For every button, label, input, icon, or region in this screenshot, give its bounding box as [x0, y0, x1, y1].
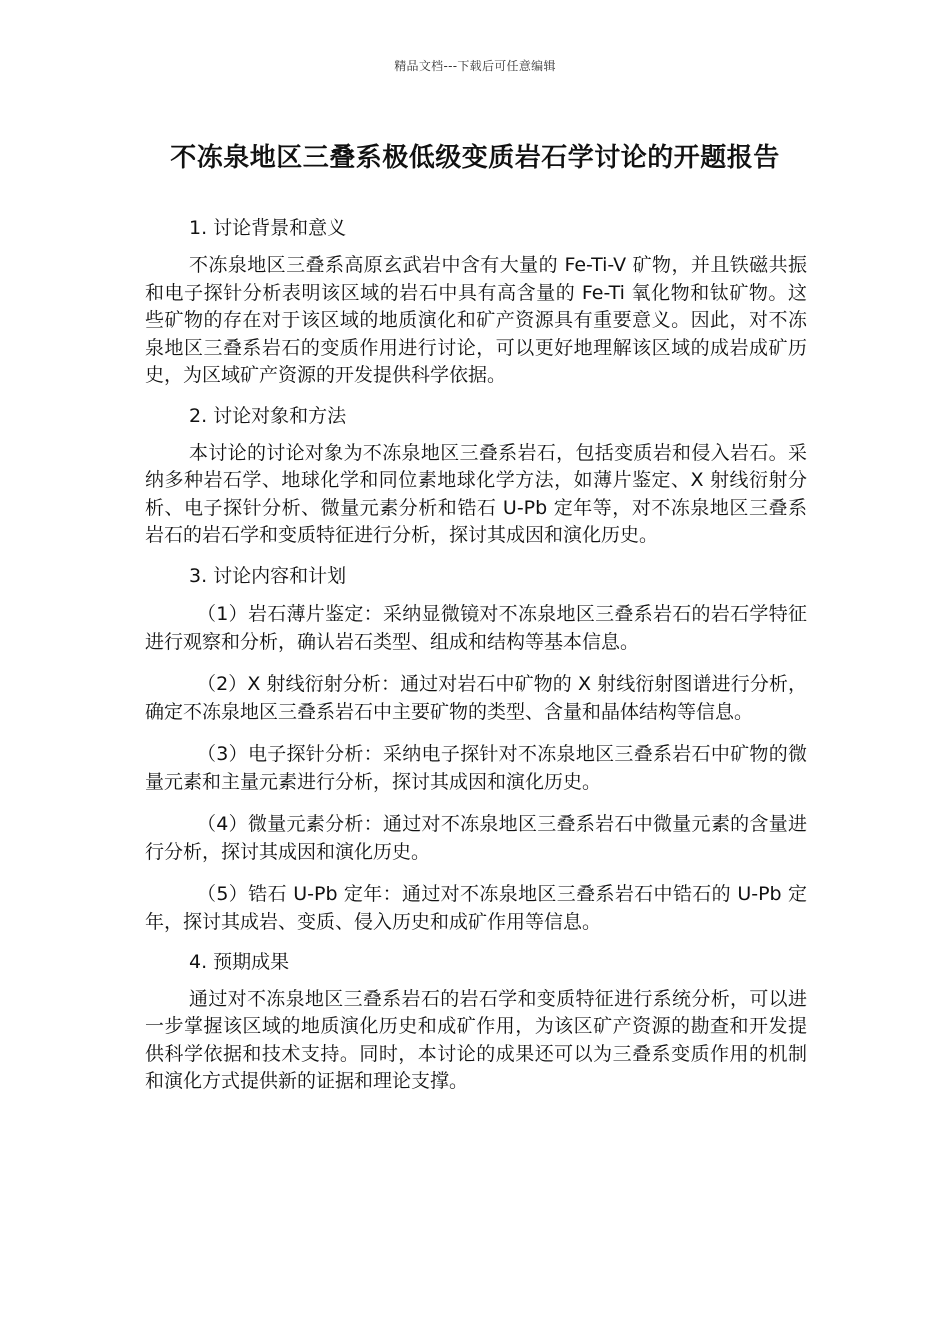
section-heading-4: 4. 预期成果: [189, 950, 290, 973]
header-note: 精品文档---下载后可任意编辑: [394, 59, 556, 73]
section-4-paragraph: 通过对不冻泉地区三叠系岩石的岩石学和变质特征进行系统分析，可以进一步掌握该区域的地质演化历史和成矿作用，为该区矿产资源的勘查和开发提供科学依据和技术支持。同时，本讨论的成果还可以为三叠系变质作用的机制和演化方式提供新的证据和理论支撑。: [145, 987, 807, 1092]
section-3-item-3: （3）电子探针分析：采纳电子探针对不冻泉地区三叠系岩石中矿物的微量元素和主量元素进行分析，探讨其成因和演化历史。: [145, 742, 807, 793]
section-heading-2: 2. 讨论对象和方法: [189, 404, 347, 427]
section-3-item-2: （2）X 射线衍射分析：通过对岩石中矿物的 X 射线衍射图谱进行分析，确定不冻泉地区三叠系岩石中主要矿物的类型、含量和晶体结构等信息。: [145, 672, 807, 723]
section-1-paragraph: 不冻泉地区三叠系高原玄武岩中含有大量的 Fe-Ti-V 矿物，并且铁磁共振和电子探针分析表明该区域的岩石中具有高含量的 Fe-Ti 氧化物和钛矿物。这些矿物的存在对于该区域的地质演化和矿产资源具有重要意义。因此，对不冻泉地区三叠系岩石的变质作用进行讨论，可以更好地理解该区域的成岩成矿历史，为区域矿产资源的开发提供科学依据。: [145, 254, 807, 386]
section-2-paragraph: 本讨论的讨论对象为不冻泉地区三叠系岩石，包括变质岩和侵入岩石。采纳多种岩石学、地球化学和同位素地球化学方法，如薄片鉴定、X 射线衍射分析、电子探针分析、微量元素分析和锆石 U-Pb 定年等，对不冻泉地区三叠系岩石的岩石学和变质特征进行分析，探讨其成因和演化历史。: [145, 441, 807, 546]
section-3-item-5: （5）锆石 U-Pb 定年：通过对不冻泉地区三叠系岩石中锆石的 U-Pb 定年，探讨其成岩、变质、侵入历史和成矿作用等信息。: [145, 882, 807, 933]
section-3-item-4: （4）微量元素分析：通过对不冻泉地区三叠系岩石中微量元素的含量进行分析，探讨其成因和演化历史。: [145, 812, 807, 863]
document-body: [145, 214, 807, 1096]
section-heading-1: 1. 讨论背景和意义: [189, 217, 347, 239]
section-heading-3: 3. 讨论内容和计划: [189, 564, 347, 587]
document-title: 不冻泉地区三叠系极低级变质岩石学讨论的开题报告: [170, 143, 780, 173]
section-3-item-1: （1）岩石薄片鉴定：采纳显微镜对不冻泉地区三叠系岩石的岩石学特征进行观察和分析，确认岩石类型、组成和结构等基本信息。: [145, 602, 807, 653]
